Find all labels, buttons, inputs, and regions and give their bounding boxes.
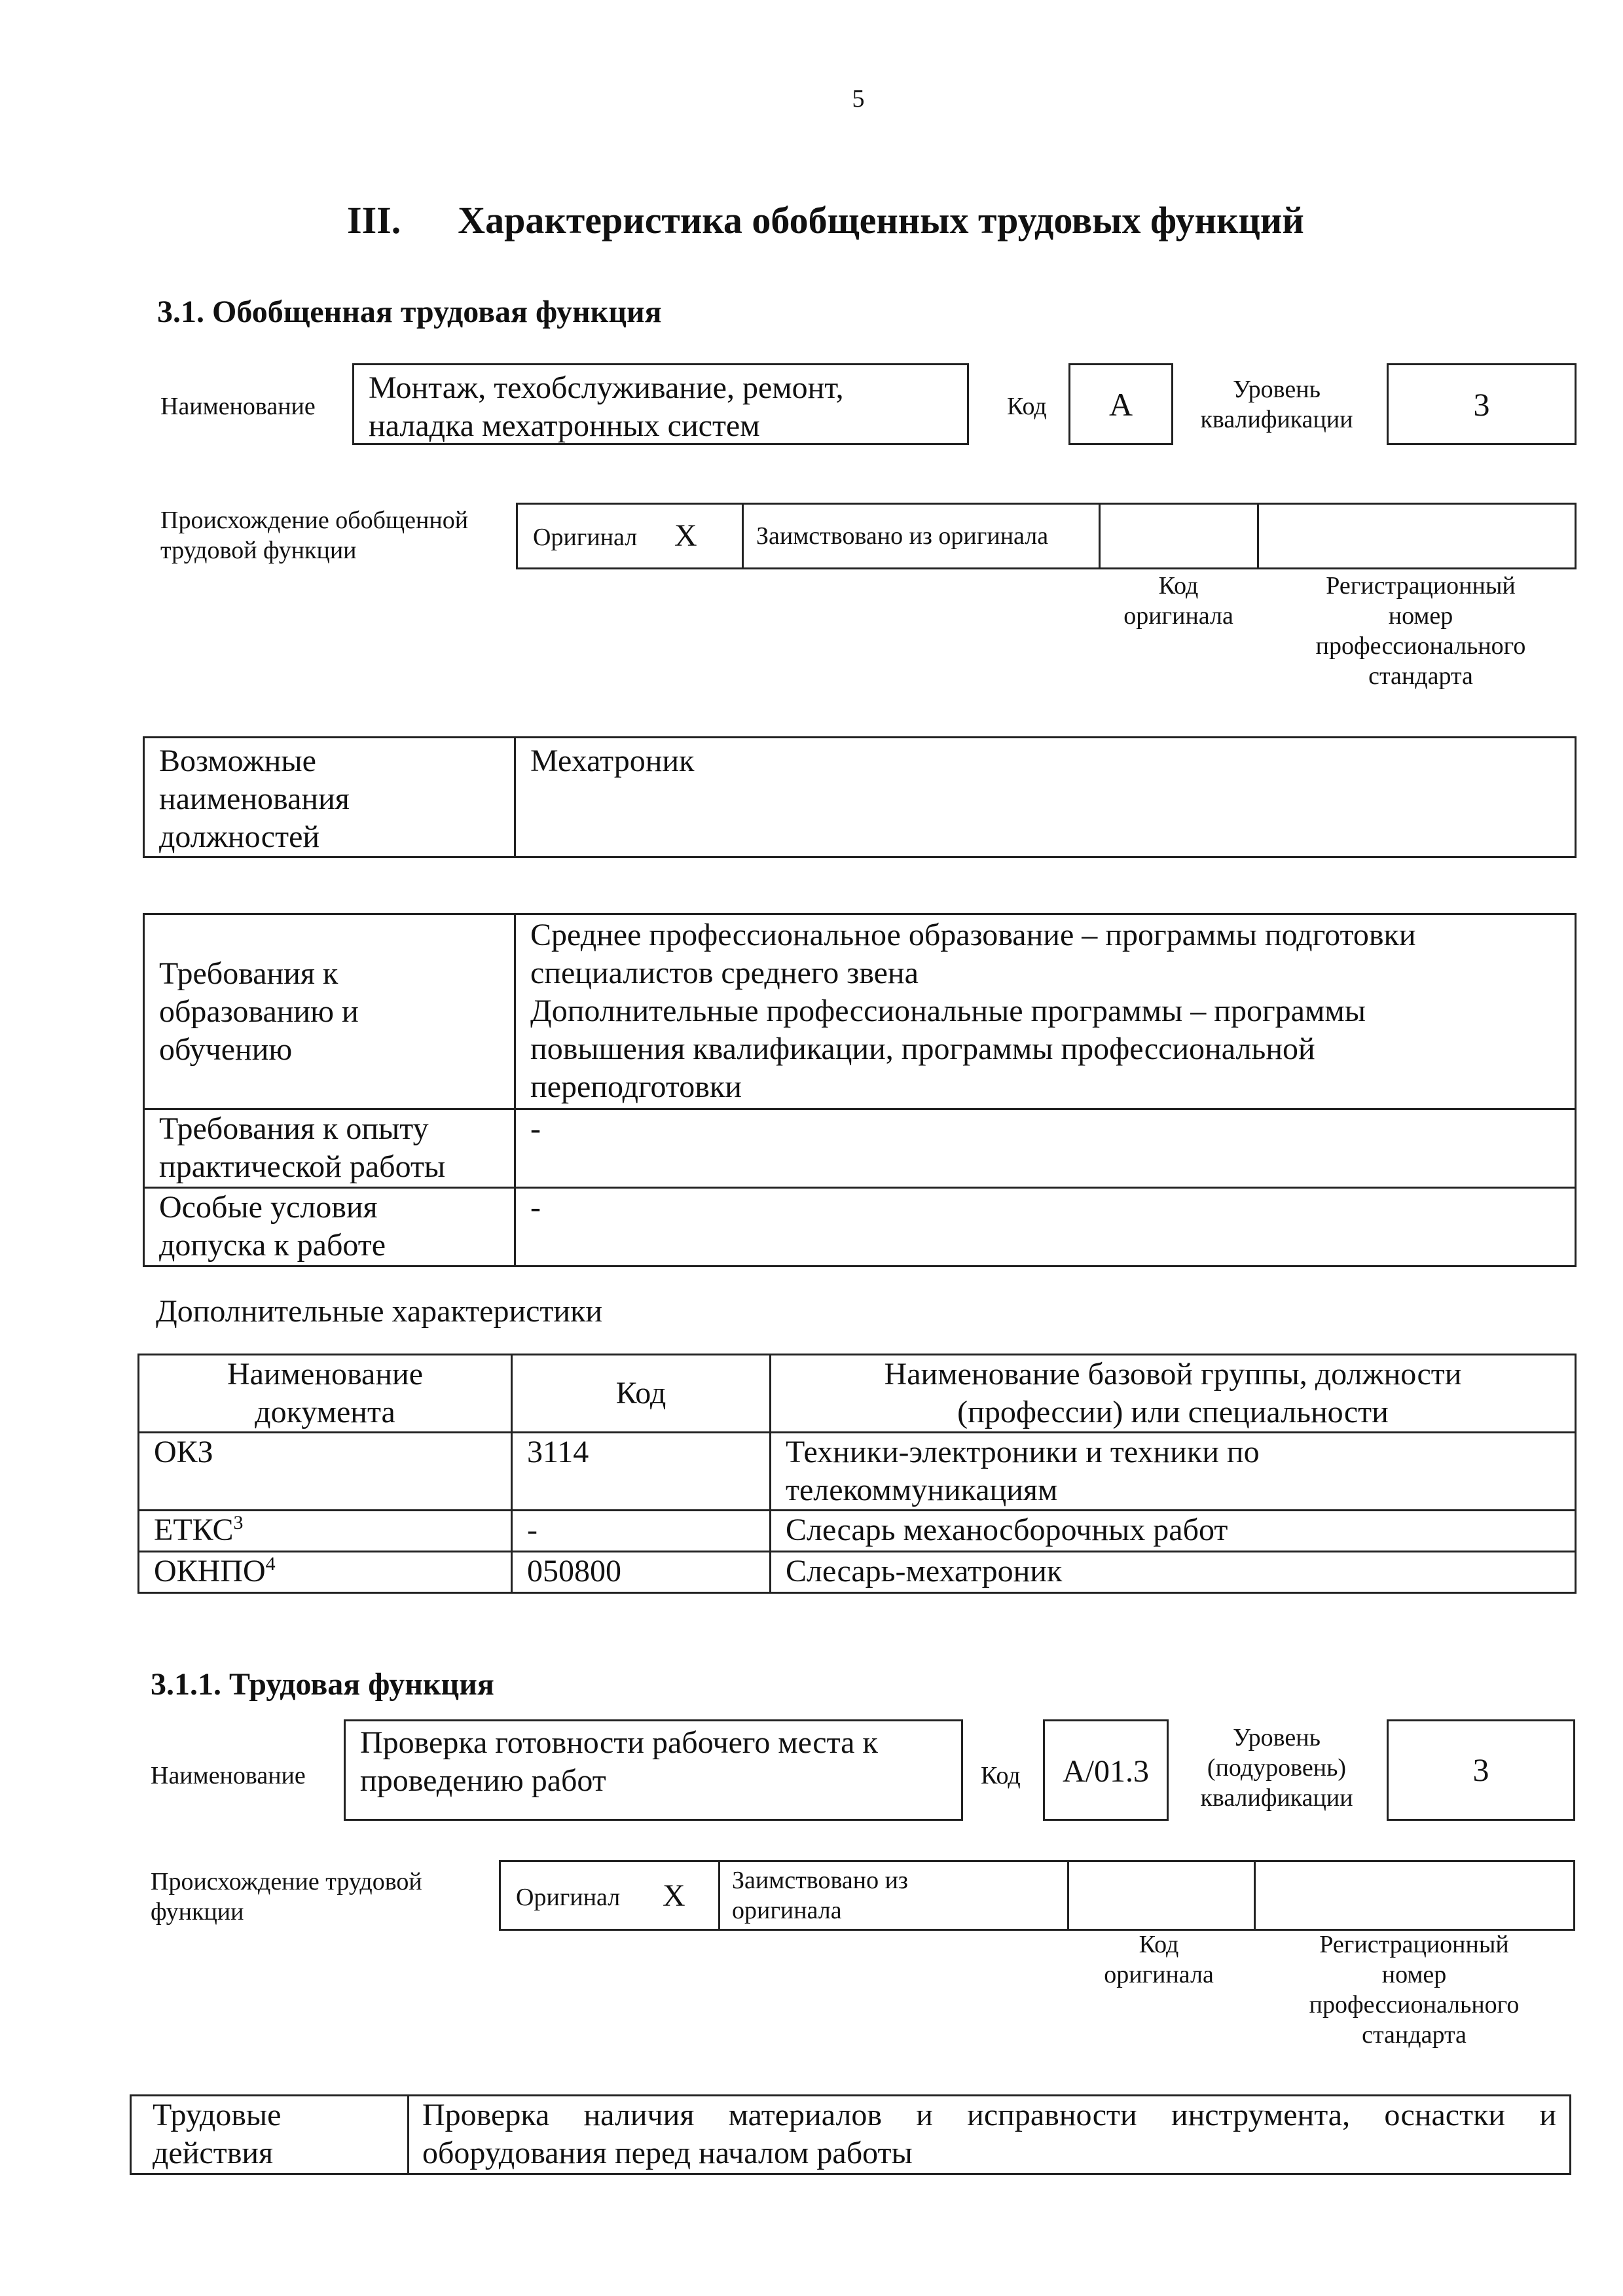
education-label-line2: образованию и bbox=[159, 994, 359, 1029]
tf-origin-label-line1: Происхождение трудовой bbox=[151, 1868, 422, 1895]
page-number: 5 bbox=[852, 85, 865, 113]
row-doc bbox=[139, 1511, 512, 1552]
table-row bbox=[139, 1511, 1576, 1552]
special-label bbox=[144, 1188, 515, 1266]
gtf-code-box bbox=[1068, 363, 1173, 445]
experience-label bbox=[144, 1109, 515, 1188]
header-doc-line1: Наименование bbox=[227, 1357, 424, 1391]
tf-borrowed-line1: Заимствовано из bbox=[732, 1867, 908, 1894]
footnote-ref: 3 bbox=[233, 1512, 244, 1534]
gtf-origin-label-line1: Происхождение обобщенной bbox=[160, 507, 469, 534]
experience-label-line2: практической работы bbox=[159, 1149, 446, 1184]
education-label-line3: обучению bbox=[159, 1031, 293, 1067]
row-doc bbox=[139, 1552, 512, 1593]
row-name bbox=[771, 1433, 1576, 1511]
section-title bbox=[347, 198, 1304, 243]
requirements-table bbox=[143, 913, 1577, 1267]
gtf-code-label: Код bbox=[1007, 393, 1047, 420]
row-name: Слесарь-мехатроник bbox=[771, 1552, 1576, 1593]
positions-label bbox=[144, 738, 515, 857]
gtf-origin-label bbox=[160, 505, 468, 565]
actions-value-line2: оборудования перед началом работы bbox=[422, 2136, 913, 2170]
actions-label-line1: Трудовые bbox=[153, 2098, 282, 2132]
gtf-reg-line4: стандарта bbox=[1368, 662, 1473, 690]
actions-table bbox=[130, 2094, 1571, 2175]
actions-value-line1: Проверка наличия материалов и исправности инструмента, оснастки и bbox=[422, 2098, 1556, 2132]
tf-reg-caption bbox=[1260, 1929, 1568, 2050]
positions-value bbox=[515, 738, 1576, 857]
gtf-original-label: Оригинал bbox=[533, 524, 638, 551]
education-value-line4: повышения квалификации, программы профессиональной bbox=[530, 1031, 1315, 1066]
positions-label-line1: Возможные bbox=[159, 744, 316, 778]
gtf-reg-line1: Регистрационный bbox=[1326, 572, 1516, 600]
actions-label-line2: действия bbox=[153, 2136, 274, 2170]
experience-value: - bbox=[515, 1109, 1576, 1188]
gtf-level-label-line2: квалификации bbox=[1200, 406, 1353, 433]
gtf-name-box bbox=[352, 363, 969, 445]
additional-title: Дополнительные характеристики bbox=[156, 1294, 603, 1329]
tf-origin-box bbox=[499, 1860, 1575, 1931]
row-doc bbox=[139, 1433, 512, 1511]
gtf-name-line1: Монтаж, техобслуживание, ремонт, bbox=[369, 370, 844, 405]
header-group-line1: Наименование базовой группы, должности bbox=[884, 1357, 1462, 1391]
actions-label bbox=[131, 2096, 409, 2174]
tf-origin-label bbox=[151, 1867, 422, 1927]
tf-borrowed-line2: оригинала bbox=[732, 1897, 842, 1924]
row-name-line2: телекоммуникациям bbox=[786, 1473, 1058, 1507]
tf-code-original-caption bbox=[1054, 1929, 1264, 1990]
tf-original-mark: X bbox=[663, 1878, 685, 1913]
tf-code-original-line1: Код bbox=[1139, 1931, 1179, 1958]
table-row bbox=[139, 1552, 1576, 1593]
gtf-level-label bbox=[1178, 374, 1375, 435]
gtf-origin-label-line2: трудовой функции bbox=[160, 537, 357, 564]
tf-reg-line4: стандарта bbox=[1362, 2021, 1467, 2049]
header-group-line2: (профессии) или специальности bbox=[957, 1395, 1389, 1429]
education-value bbox=[515, 914, 1576, 1109]
special-label-line1: Особые условия bbox=[159, 1190, 378, 1225]
table-row bbox=[139, 1433, 1576, 1511]
gtf-heading: 3.1. Обобщенная трудовая функция bbox=[157, 295, 662, 329]
header-doc bbox=[139, 1355, 512, 1433]
tf-level-line3: квалификации bbox=[1200, 1784, 1353, 1812]
tf-original-label: Оригинал bbox=[516, 1884, 621, 1911]
row-doc-text: ОКЗ bbox=[154, 1435, 213, 1469]
header-doc-line2: документа bbox=[255, 1395, 395, 1429]
tf-origin-label-line2: функции bbox=[151, 1898, 244, 1926]
tf-code-value: А/01.3 bbox=[1063, 1754, 1149, 1789]
section-title-text: Характеристика обобщенных трудовых функций bbox=[458, 199, 1304, 242]
tf-reg-line1: Регистрационный bbox=[1319, 1931, 1509, 1958]
positions-value-text: Мехатроник bbox=[530, 744, 695, 778]
actions-value bbox=[409, 2096, 1571, 2174]
education-value-line2: специалистов среднего звена bbox=[530, 956, 919, 990]
tf-borrowed-label bbox=[732, 1865, 908, 1926]
tf-level-value: 3 bbox=[1472, 1751, 1489, 1788]
tf-code-label: Код bbox=[981, 1762, 1021, 1789]
special-label-line2: допуска к работе bbox=[159, 1228, 386, 1263]
tf-level-line1: Уровень bbox=[1233, 1724, 1321, 1751]
header-code-text: Код bbox=[615, 1376, 666, 1410]
tf-code-original-line2: оригинала bbox=[1104, 1961, 1214, 1988]
tf-level-label bbox=[1172, 1723, 1381, 1813]
gtf-original-mark: X bbox=[674, 518, 697, 553]
gtf-borrowed-label: Заимствовано из оригинала bbox=[756, 522, 1049, 550]
row-doc-text: ОКНПО bbox=[154, 1554, 266, 1588]
experience-label-line1: Требования к опыту bbox=[159, 1111, 429, 1146]
gtf-name-line2: наладка мехатронных систем bbox=[369, 408, 760, 443]
education-label-line1: Требования к bbox=[159, 956, 338, 991]
education-label bbox=[144, 914, 515, 1109]
gtf-code-value: А bbox=[1108, 386, 1133, 423]
footnote-ref: 4 bbox=[265, 1553, 276, 1575]
tf-reg-line3: профессионального bbox=[1309, 1991, 1520, 2018]
row-code: 3114 bbox=[512, 1433, 771, 1511]
row-code: 050800 bbox=[512, 1552, 771, 1593]
row-name-line1: Техники-электроники и техники по bbox=[786, 1435, 1260, 1469]
section-roman: III. bbox=[347, 199, 401, 242]
tf-reg-line2: номер bbox=[1381, 1961, 1447, 1988]
gtf-reg-line2: номер bbox=[1388, 602, 1453, 630]
gtf-code-original-line2: оригинала bbox=[1123, 602, 1233, 630]
tf-name-line1: Проверка готовности рабочего места к bbox=[360, 1725, 878, 1760]
tf-code-box bbox=[1043, 1719, 1169, 1821]
tf-level-line2: (подуровень) bbox=[1207, 1754, 1347, 1782]
special-value: - bbox=[515, 1188, 1576, 1266]
gtf-level-label-line1: Уровень bbox=[1233, 376, 1321, 403]
header-group bbox=[771, 1355, 1576, 1433]
tf-name-line2: проведению работ bbox=[360, 1763, 606, 1798]
row-name: Слесарь механосборочных работ bbox=[771, 1511, 1576, 1552]
additional-table bbox=[137, 1354, 1577, 1594]
tf-name-label: Наименование bbox=[151, 1762, 306, 1789]
gtf-level-value: 3 bbox=[1473, 386, 1490, 423]
gtf-reg-caption bbox=[1270, 571, 1571, 691]
gtf-reg-line3: профессионального bbox=[1315, 632, 1526, 660]
positions-label-line3: должностей bbox=[159, 819, 320, 854]
gtf-level-box bbox=[1387, 363, 1577, 445]
row-code: - bbox=[512, 1511, 771, 1552]
gtf-code-original-line1: Код bbox=[1158, 572, 1199, 600]
row-doc-text: ЕТКС bbox=[154, 1513, 234, 1547]
positions-table bbox=[143, 736, 1577, 858]
gtf-name-label: Наименование bbox=[160, 393, 316, 420]
education-value-line3: Дополнительные профессиональные программы – программы bbox=[530, 994, 1366, 1028]
header-code bbox=[512, 1355, 771, 1433]
education-value-line5: переподготовки bbox=[530, 1069, 742, 1104]
tf-level-box bbox=[1387, 1719, 1575, 1821]
gtf-code-original-caption bbox=[1074, 571, 1283, 631]
tf-name-box bbox=[344, 1719, 963, 1821]
education-value-line1: Среднее профессиональное образование – программы подготовки bbox=[530, 918, 1416, 952]
tf-heading: 3.1.1. Трудовая функция bbox=[151, 1667, 494, 1702]
positions-label-line2: наименования bbox=[159, 781, 350, 816]
